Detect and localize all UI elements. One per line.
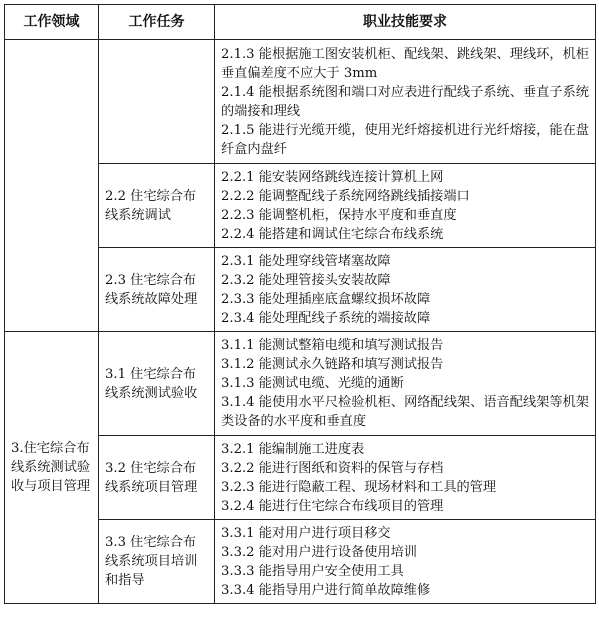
- task-cell: 3.1 住宅综合布线系统测试验收: [99, 332, 215, 436]
- requirement-item: 3.1.4 能使用水平尺检验机柜、网络配线架、语音配线架等机架类设备的水平度和垂直度: [221, 395, 589, 429]
- table-row: [5, 332, 596, 436]
- header-area: 工作领域: [5, 5, 99, 40]
- requirement-item: 2.2.1 能安装网络跳线连接计算机上网: [221, 169, 444, 185]
- task-cell: 3.2 住宅综合布线系统项目管理: [99, 436, 215, 520]
- skill-requirements-table: [4, 4, 596, 604]
- requirement-item: 3.1.1 能测试整箱电缆和填写测试报告: [221, 338, 444, 353]
- area-cell: [5, 40, 99, 332]
- requirements-cell: [215, 520, 596, 604]
- requirement-item: 2.3.1 能处理穿线管堵塞故障: [221, 253, 391, 269]
- requirements-cell: [215, 332, 596, 436]
- requirements-cell: [215, 436, 596, 520]
- task-cell: 3.3 住宅综合布线系统项目培训和指导: [99, 520, 215, 604]
- requirement-item: 2.2.3 能调整机柜，保持水平度和垂直度: [221, 207, 457, 223]
- requirement-item: 2.1.3 能根据施工图安装机柜、配线架、跳线架、理线环，机柜垂直偏差度不应大于 3mm: [221, 46, 589, 81]
- requirement-item: 2.1.5 能进行光缆开缆，使用光纤熔接机进行光纤熔接，能在盘纤盒内盘纤: [221, 122, 589, 157]
- requirement-item: 3.2.4 能进行住宅综合布线项目的管理: [221, 498, 444, 514]
- requirement-item: 3.2.1 能编制施工进度表: [221, 441, 365, 457]
- requirement-item: 3.3.2 能对用户进行设备使用培训: [221, 544, 417, 560]
- requirements-cell: [215, 40, 596, 164]
- requirements-cell: [215, 248, 596, 332]
- requirement-item: 3.1.2 能测试永久链路和填写测试报告: [221, 357, 444, 372]
- requirement-item: 3.1.3 能测试电缆、光缆的通断: [221, 376, 404, 391]
- requirements-cell: [215, 164, 596, 248]
- requirement-item: 3.3.1 能对用户进行项目移交: [221, 525, 391, 541]
- task-cell: 2.2 住宅综合布线系统调试: [99, 164, 215, 248]
- requirement-item: 2.3.4 能处理配线子系统的端接故障: [221, 310, 431, 326]
- header-requirements: 职业技能要求: [215, 5, 596, 40]
- table-header-row: [5, 5, 596, 40]
- requirement-item: 3.2.3 能进行隐蔽工程、现场材料和工具的管理: [221, 479, 497, 495]
- requirement-item: 2.1.4 能根据系统图和端口对应表进行配线子系统、垂直子系统的端接和理线: [221, 84, 589, 119]
- table-row: [5, 40, 596, 164]
- header-task: 工作任务: [99, 5, 215, 40]
- requirement-item: 2.2.4 能搭建和调试住宅综合布线系统: [221, 226, 444, 242]
- requirement-item: 2.2.2 能调整配线子系统网络跳线插接端口: [221, 188, 470, 204]
- task-cell: [99, 40, 215, 164]
- requirement-item: 3.3.3 能指导用户安全使用工具: [221, 563, 404, 579]
- requirement-item: 3.3.4 能指导用户进行简单故障维修: [221, 582, 431, 598]
- area-cell: 3.住宅综合布线系统测试验收与项目管理: [5, 332, 99, 604]
- task-cell: 2.3 住宅综合布线系统故障处理: [99, 248, 215, 332]
- requirement-item: 3.2.2 能进行图纸和资料的保管与存档: [221, 460, 444, 476]
- requirement-item: 2.3.2 能处理管接头安装故障: [221, 272, 391, 288]
- requirement-item: 2.3.3 能处理插座底盒螺纹损坏故障: [221, 291, 431, 307]
